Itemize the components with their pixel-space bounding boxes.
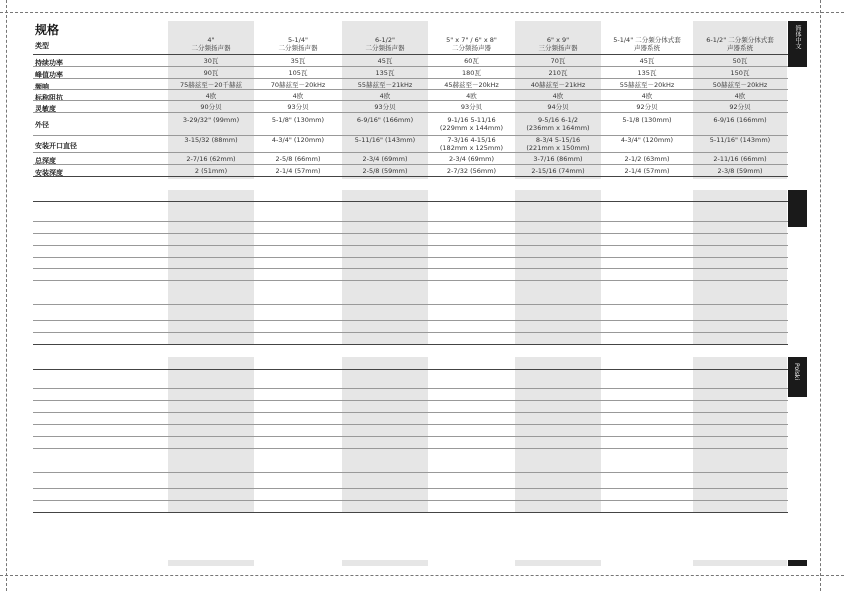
table-cell: 3-29/32" (99mm) bbox=[182, 116, 240, 124]
rule bbox=[33, 78, 788, 79]
table-cell: 180瓦 bbox=[462, 69, 481, 77]
table-cell: 3-7/16 (86mm) bbox=[533, 155, 583, 163]
shade-col-5-d bbox=[515, 560, 601, 566]
table-cell: 105瓦 bbox=[288, 69, 308, 77]
rule bbox=[33, 66, 788, 67]
table-cell: 45瓦 bbox=[639, 57, 655, 65]
rule bbox=[33, 436, 788, 437]
shade-col-7-d bbox=[693, 560, 787, 566]
side-tab-bottom[interactable] bbox=[788, 560, 807, 566]
rule bbox=[33, 388, 788, 389]
table-cell: 2-5/8 (66mm) bbox=[275, 155, 321, 163]
shade-col-1-d bbox=[168, 560, 254, 566]
rule bbox=[33, 233, 788, 234]
col-header-4: 5" x 7" / 6" x 8" 二分频扬声器 bbox=[446, 36, 497, 52]
table-cell: 135瓦 bbox=[375, 69, 395, 77]
table-cell: 5-11/16" (143mm) bbox=[709, 136, 771, 144]
table-cell: 4欧 bbox=[379, 92, 391, 100]
table-cell: 35瓦 bbox=[290, 57, 306, 65]
rule bbox=[33, 201, 788, 202]
table-cell: 2-1/4 (57mm) bbox=[275, 167, 321, 175]
row-label-mount-depth: 安装深度 bbox=[35, 169, 63, 177]
row-label-sensitivity: 灵敏度 bbox=[35, 105, 56, 113]
table-cell: 2-15/16 (74mm) bbox=[531, 167, 585, 175]
rule bbox=[33, 135, 788, 136]
row-label-outer-diameter: 外径 bbox=[35, 121, 49, 129]
rule bbox=[33, 176, 788, 177]
table-cell: 93分贝 bbox=[374, 103, 396, 111]
table-cell: 9-5/16 6-1/2 (236mm x 164mm) bbox=[526, 116, 590, 132]
col-header-2: 5-1/4" 二分频扬声器 bbox=[278, 36, 318, 52]
side-tab-chinese[interactable] bbox=[788, 21, 807, 67]
rule bbox=[33, 500, 788, 501]
table-cell: 30瓦 bbox=[203, 57, 219, 65]
row-label-impedance: 标称阻抗 bbox=[35, 94, 63, 102]
table-cell: 2-1/4 (57mm) bbox=[624, 167, 670, 175]
row-label-continuous-power: 持续功率 bbox=[35, 59, 63, 67]
rule bbox=[33, 221, 788, 222]
table-cell: 4-3/4" (120mm) bbox=[271, 136, 325, 144]
table-cell: 55赫兹至－20kHz bbox=[619, 81, 675, 89]
table-cell: 92分贝 bbox=[636, 103, 658, 111]
table-cell: 2-3/4 (69mm) bbox=[448, 155, 494, 163]
rule bbox=[33, 320, 788, 321]
rule bbox=[33, 280, 788, 281]
table-cell: 93分贝 bbox=[460, 103, 483, 111]
col-header-6: 5-1/4" 二分频分体式套 声器系统 bbox=[613, 36, 681, 52]
rule bbox=[33, 369, 788, 370]
rule bbox=[33, 245, 788, 246]
table-cell: 94分贝 bbox=[547, 103, 569, 111]
table-cell: 150瓦 bbox=[730, 69, 750, 77]
table-cell: 70赫兹至－20kHz bbox=[270, 81, 326, 89]
table-cell: 4欧 bbox=[734, 92, 746, 100]
table-cell: 90分贝 bbox=[200, 103, 222, 111]
rule bbox=[33, 488, 788, 489]
table-cell: 2-3/4 (69mm) bbox=[362, 155, 408, 163]
rule bbox=[33, 100, 788, 101]
rule bbox=[33, 54, 788, 55]
rule bbox=[33, 164, 788, 165]
row-label-frequency: 频响 bbox=[35, 83, 49, 91]
table-cell: 6-9/16" (166mm) bbox=[356, 116, 414, 124]
side-tab-label: 简体中文 bbox=[794, 25, 801, 49]
table-cell: 135瓦 bbox=[637, 69, 657, 77]
table-cell: 5-1/8 (130mm) bbox=[622, 116, 672, 124]
page-title: 规格 bbox=[35, 23, 60, 37]
table-cell: 6-9/16 (166mm) bbox=[713, 116, 767, 124]
table-cell: 2-7/16 (62mm) bbox=[186, 155, 236, 163]
table-cell: 3-15/32 (88mm) bbox=[184, 136, 238, 144]
table-cell: 4欧 bbox=[552, 92, 564, 100]
table-cell: 75赫兹至－20千赫兹 bbox=[179, 81, 243, 89]
table-cell: 8-3/4 5-15/16 (221mm x 150mm) bbox=[526, 136, 590, 152]
rule bbox=[33, 112, 788, 113]
table-cell: 90瓦 bbox=[203, 69, 219, 77]
row-label-total-depth: 总深度 bbox=[35, 157, 56, 165]
row-label-peak-power: 峰值功率 bbox=[35, 71, 63, 79]
table-cell: 4欧 bbox=[641, 92, 653, 100]
table-cell: 40赫兹至－21kHz bbox=[530, 81, 586, 89]
side-tab-polski[interactable] bbox=[788, 357, 807, 397]
table-cell: 60瓦 bbox=[464, 57, 479, 65]
table-cell: 2 (51mm) bbox=[194, 167, 228, 175]
rule bbox=[33, 512, 788, 513]
table-cell: 7-3/16 4-15/16 (182mm x 125mm) bbox=[439, 136, 504, 152]
rule bbox=[33, 448, 788, 449]
table-cell: 92分贝 bbox=[729, 103, 751, 111]
table-cell: 4欧 bbox=[205, 92, 217, 100]
table-cell: 93分贝 bbox=[287, 103, 309, 111]
table-cell: 5-1/8" (130mm) bbox=[271, 116, 325, 124]
table-cell: 2-3/8 (59mm) bbox=[717, 167, 763, 175]
table-cell: 70瓦 bbox=[550, 57, 566, 65]
rule bbox=[33, 472, 788, 473]
table-cell: 2-5/8 (59mm) bbox=[362, 167, 408, 175]
rule bbox=[33, 344, 788, 345]
table-cell: 45瓦 bbox=[377, 57, 393, 65]
rule bbox=[33, 304, 788, 305]
side-tab-blank[interactable] bbox=[788, 190, 807, 227]
table-cell: 2-1/2 (63mm) bbox=[624, 155, 670, 163]
table-cell: 4欧 bbox=[466, 92, 477, 100]
rule bbox=[33, 400, 788, 401]
table-cell: 5-11/16" (143mm) bbox=[354, 136, 416, 144]
crop-mark-bottom bbox=[0, 575, 844, 576]
table-cell: 2-7/32 (56mm) bbox=[446, 167, 497, 175]
col-header-7: 6-1/2" 二分频分体式套 声器系统 bbox=[706, 36, 774, 52]
rule bbox=[33, 412, 788, 413]
table-cell: 210瓦 bbox=[548, 69, 568, 77]
table-cell: 4-3/4" (120mm) bbox=[620, 136, 674, 144]
col-header-5: 6" x 9" 三分频扬声器 bbox=[538, 36, 578, 52]
row-label-type: 类型 bbox=[35, 42, 49, 50]
crop-mark-left bbox=[6, 0, 7, 591]
rule bbox=[33, 257, 788, 258]
rule bbox=[33, 268, 788, 269]
col-header-1: 4" 二分频扬声器 bbox=[191, 36, 231, 52]
table-cell: 45赫兹至－20kHz bbox=[444, 81, 499, 89]
col-header-3: 6-1/2" 二分频扬声器 bbox=[365, 36, 405, 52]
table-cell: 9-1/16 5-11/16 (229mm x 144mm) bbox=[439, 116, 504, 132]
side-tab-label: Polski bbox=[793, 363, 800, 381]
rule bbox=[33, 424, 788, 425]
rule bbox=[33, 332, 788, 333]
crop-mark-top bbox=[0, 12, 844, 13]
table-cell: 2-11/16 (66mm) bbox=[713, 155, 767, 163]
table-cell: 50瓦 bbox=[732, 57, 748, 65]
table-cell: 50赫兹至－20kHz bbox=[712, 81, 768, 89]
rule bbox=[33, 152, 788, 153]
shade-col-3-d bbox=[342, 560, 428, 566]
rule bbox=[33, 89, 788, 90]
crop-mark-right bbox=[820, 0, 821, 591]
table-cell: 55赫兹至－21kHz bbox=[357, 81, 413, 89]
row-label-mount-opening: 安装开口直径 bbox=[35, 142, 77, 150]
table-cell: 4欧 bbox=[292, 92, 304, 100]
